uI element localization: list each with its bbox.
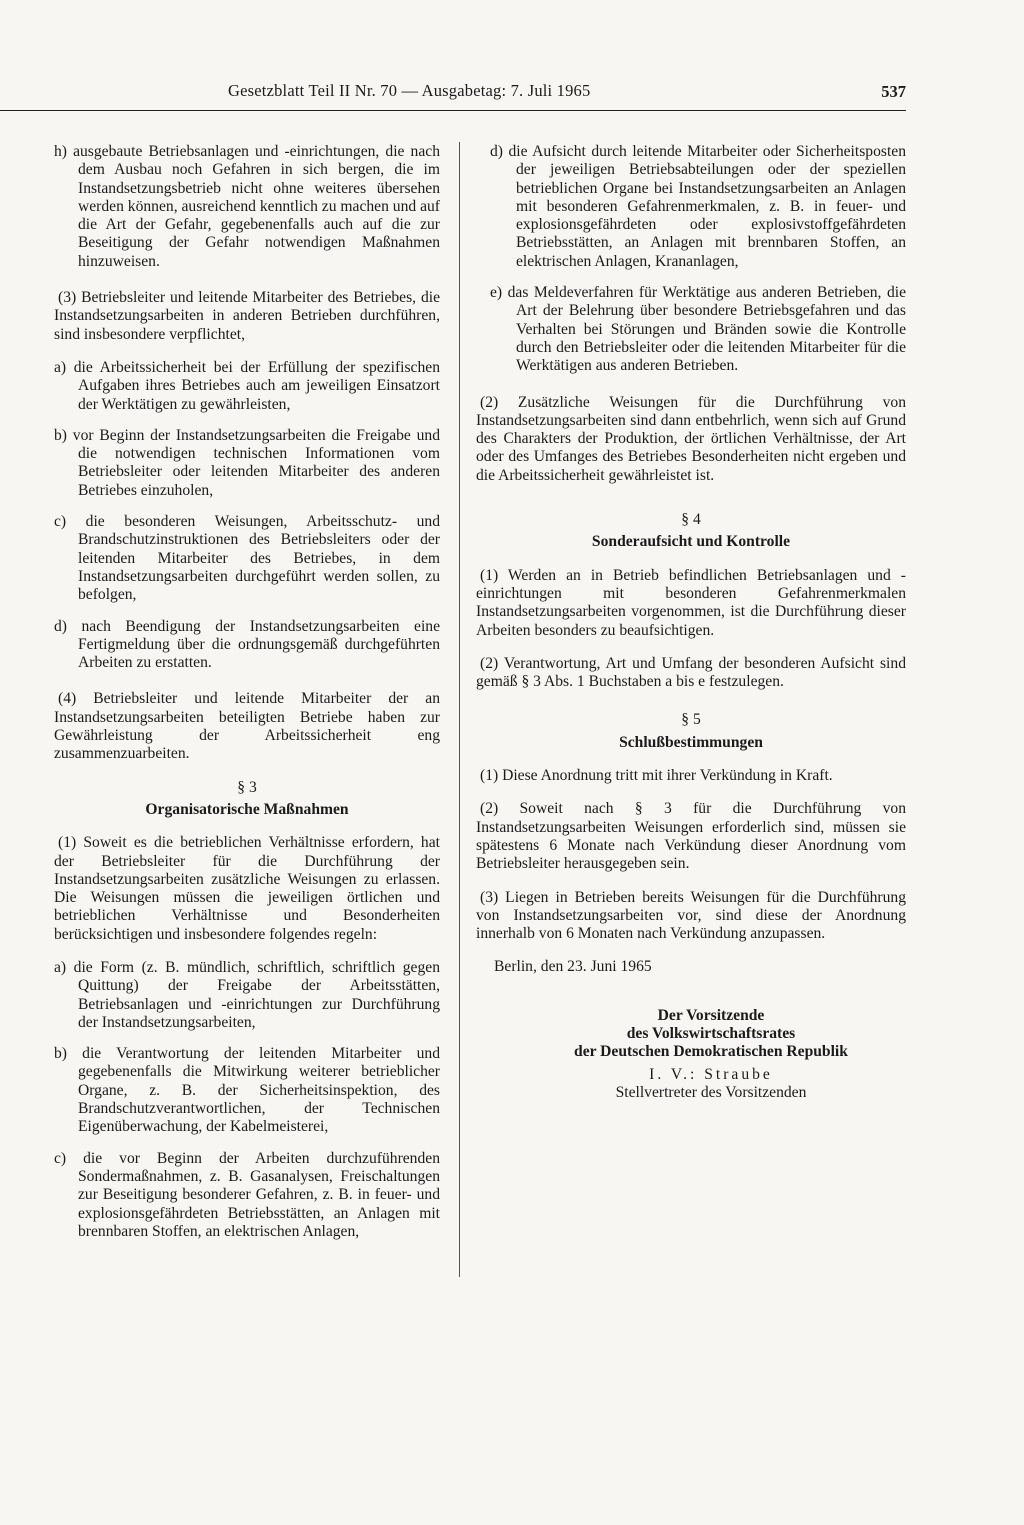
section-5-number: § 5 xyxy=(681,711,701,729)
signature-line-3: der Deutschen Demokratischen Republik xyxy=(574,1043,848,1061)
section-5-paragraph-3: (3) Liegen in Betrieben bereits Weisungen für die Durchführung von Instandsetzungsarbeiten vor, sind diese der Anordnung innerhalb von 6 Monaten nach Verkündung anzupassen. xyxy=(476,888,906,943)
signature-line-4: I. V.: Straube xyxy=(649,1065,773,1083)
section-4-paragraph-1: (1) Werden an in Betrieb befindlichen Betriebsanlagen und -einrichtungen mit besonderen Gefahrenmerkmalen Instandsetzungsarbeiten vorgenommen, ist die Durchführung dieser Arbeiten besonders zu beaufsichtigen. xyxy=(476,566,906,639)
section-5-paragraph-2: (2) Soweit nach § 3 für die Durchführung von Instandsetzungsarbeiten Weisungen erforderlich sind, müssen sie spätestens 6 Monate nach Verkündung dieser Anordnung vom Betriebsleiter herausgegeben sein. xyxy=(476,800,906,873)
section-3-paragraph-2: (2) Zusätzliche Weisungen für die Durchführung von Instandsetzungsarbeiten sind dann entbehrlich, wenn sich auf Grund des Charakters der Produktion, der örtlichen Verhältnisse, der Art oder des Umfanges des Betriebes Besonderheiten nicht ergeben und die Arbeitssicherheit gewährleistet ist. xyxy=(476,393,906,484)
section-4-title: Sonderaufsicht und Kontrolle xyxy=(591,533,791,551)
list-item-h: h) ausgebaute Betriebsanlagen und -einrichtungen, die nach dem Ausbau noch Gefahren in sich bergen, die im Instandsetzungsbetrieb nicht ohne weiteres übersehen werden können, ausreichend kenntlich zu machen und auf die Art der Gefahr, gegebenenfalls auch auf die zur Beseitigung der Gefahr notwendigen Maßnahmen hinzuweisen. xyxy=(54,143,440,270)
list-item-3c: c) die besonderen Weisungen, Arbeitsschutz- und Brandschutzinstruktionen des Betriebsleiters oder der leitenden Mitarbeiter des Betriebes, in dem Instandsetzungsarbeiten durchgeführt werden sollen, zu befolgen, xyxy=(54,513,440,604)
section-3-title: Organisatorische Maßnahmen xyxy=(145,800,349,818)
paragraph-4: (4) Betriebsleiter und leitende Mitarbeiter der an Instandsetzungsarbeiten beteiligten Betriebe haben zur Gewährleistung der Arbeitssicherheit eng zusammenzuarbeiten. xyxy=(54,690,440,763)
section-4-number: § 4 xyxy=(681,511,701,529)
signature-line-5: Stellvertreter des Vorsitzenden xyxy=(615,1083,807,1101)
section-3-paragraph-1: (1) Soweit es die betrieblichen Verhältnisse erfordern, hat der Betriebsleiter für die Durchführung der Instandsetzungsarbeiten zusätzliche Weisungen zu erlassen. Die Weisungen müssen die jeweiligen örtlichen und betrieblichen Verhältnisse und Besonderheiten berücksichtigen und insbesondere folgendes regeln: xyxy=(54,834,440,943)
page-header xyxy=(0,80,906,111)
list-item-3a: a) die Arbeitssicherheit bei der Erfüllung der spezifischen Aufgaben ihres Betriebes auch am jeweiligen Einsatzort der Werktätigen zu gewährleisten, xyxy=(54,358,440,413)
header-title: Gesetzblatt Teil II Nr. 70 — Ausgabetag: 7. Juli 1965 xyxy=(228,81,591,100)
left-column xyxy=(54,143,440,1254)
section-3-item-a: a) die Form (z. B. mündlich, schriftlich, schriftlich gegen Quittung) der Freigabe der Arbeitsstätten, Betriebsanlagen und -einrichtungen zur Durchführung der Instandsetzungsarbeiten, xyxy=(54,958,440,1031)
list-item-3d: d) nach Beendigung der Instandsetzungsarbeiten eine Fertigmeldung über die ordnungsgemäß durchgeführten Arbeiten zu erstatten. xyxy=(54,617,440,672)
section-3-item-c: c) die vor Beginn der Arbeiten durchzuführenden Sondermaßnahmen, z. B. Gasanalysen, Freischaltungen zur Beseitigung besonderer Gefahren, z. B. in feuer- und explosionsgefährdeten Betriebsstätten, an Anlagen mit brennbaren Stoffen, an elektrischen Anlagen, xyxy=(54,1149,440,1240)
signature-line-2: des Volkswirtschaftsrates xyxy=(626,1024,796,1042)
section-3-item-e: e) das Meldeverfahren für Werktätige aus anderen Betrieben, die Art der Belehrung über besondere Betriebsgefahren und das Verhalten bei Störungen und Bränden sowie die Kontrolle durch den Betriebsleiter oder die leitenden Mitarbeiter für die Werktätigen aus anderen Betrieben. xyxy=(490,284,906,375)
list-item-3b: b) vor Beginn der Instandsetzungsarbeiten die Freigabe und die notwendigen technischen Informationen vom Betriebsleiter oder leitenden Mitarbeiter des anderen Betriebes einzuholen, xyxy=(54,426,440,499)
section-5-paragraph-1: (1) Diese Anordnung tritt mit ihrer Verkündung in Kraft. xyxy=(480,767,833,785)
page-number: 537 xyxy=(881,82,906,101)
section-4-paragraph-2: (2) Verantwortung, Art und Umfang der besonderen Aufsicht sind gemäß § 3 Abs. 1 Buchstaben a bis e festzulegen. xyxy=(476,654,906,691)
section-5-title: Schlußbestimmungen xyxy=(619,733,763,751)
section-3-item-b: b) die Verantwortung der leitenden Mitarbeiter und gegebenenfalls die Mitwirkung weiterer betrieblicher Organe, z. B. der Sicherheitsinspektion, des Brandschutzverantwortlichen, der Technischen Eigenüberwachung, der Kabelmeisterei, xyxy=(54,1045,440,1136)
section-3-item-d: d) die Aufsicht durch leitende Mitarbeiter oder Sicherheitsposten der jeweiligen Betriebsabteilungen oder der speziellen betrieblichen Organe bei Instandsetzungsarbeiten an Anlagen mit besonderen Gefahrenmerkmalen, z. B. in feuer- und explosionsgefährdeten oder explosivstoffgefährdeten Betriebsstätten, an Anlagen mit brennbaren Stoffen, an elektrischen Anlagen, Krananlagen, xyxy=(490,143,906,270)
signature-line-1: Der Vorsitzende xyxy=(657,1006,765,1024)
column-divider xyxy=(459,142,460,1277)
right-column xyxy=(476,143,906,1102)
section-3-number: § 3 xyxy=(237,778,257,796)
paragraph-3-intro: (3) Betriebsleiter und leitende Mitarbeiter des Betriebes, die Instandsetzungsarbeiten in anderen Betrieben durchführen, sind insbesondere verpflichtet, xyxy=(54,289,440,343)
place-date: Berlin, den 23. Juni 1965 xyxy=(494,958,652,976)
signature-block xyxy=(476,1007,906,1102)
